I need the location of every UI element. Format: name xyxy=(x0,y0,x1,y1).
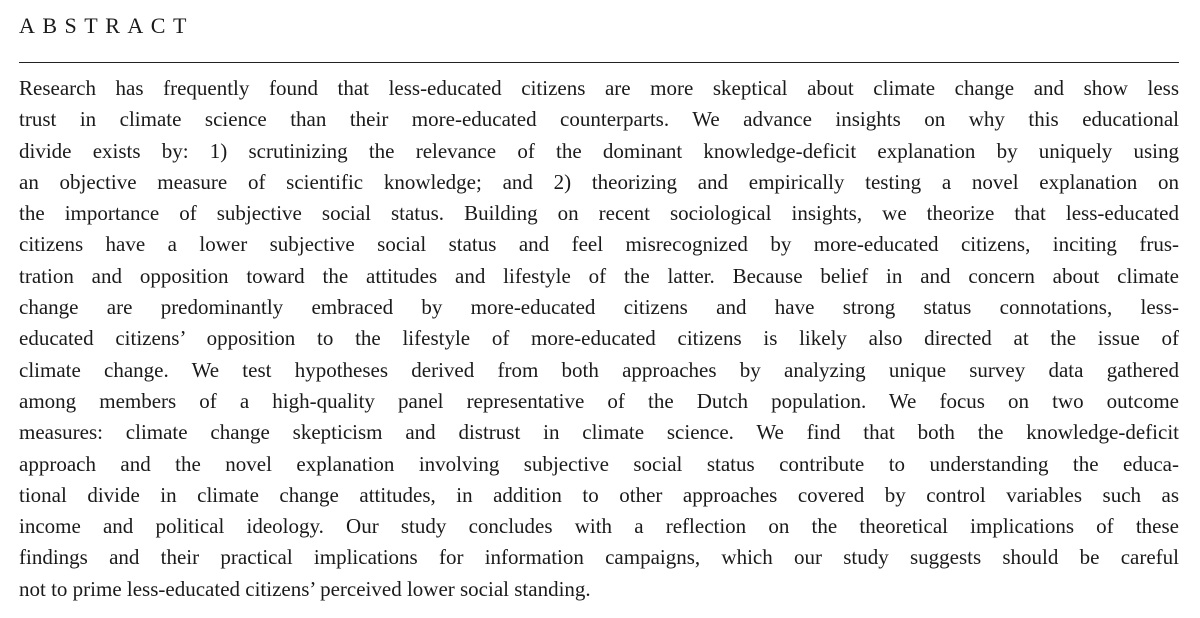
abstract-line: income and political ideology. Our study concludes with a reflection on the theoretical implications of these xyxy=(19,514,1179,539)
abstract-line: approach and the novel explanation involving subjective social status contribute to understanding the educa- xyxy=(19,451,1179,476)
heading-divider xyxy=(19,62,1179,63)
abstract-line: findings and their practical implications for information campaigns, which our study suggests should be careful xyxy=(19,545,1179,570)
abstract-line: citizens have a lower subjective social status and feel misrecognized by more-educated citizens, inciting frus- xyxy=(19,232,1179,257)
abstract-line: the importance of subjective social status. Building on recent sociological insights, we theorize that less-educated xyxy=(19,201,1179,226)
abstract-line: trust in climate science than their more-educated counterparts. We advance insights on why this educational xyxy=(19,107,1179,132)
abstract-body xyxy=(19,73,1179,605)
abstract-heading: ABSTRACT xyxy=(19,13,194,38)
abstract-line: educated citizens’ opposition to the lifestyle of more-educated citizens is likely also directed at the issue of xyxy=(19,326,1179,351)
abstract-line: not to prime less-educated citizens’ perceived lower social standing. xyxy=(19,576,591,601)
abstract-line: change are predominantly embraced by more-educated citizens and have strong status connotations, less- xyxy=(19,295,1179,320)
abstract-line: divide exists by: 1) scrutinizing the relevance of the dominant knowledge-deficit explanation by uniquely using xyxy=(19,138,1179,163)
abstract-line: Research has frequently found that less-educated citizens are more skeptical about climate change and show less xyxy=(19,76,1179,100)
abstract-line: tration and opposition toward the attitudes and lifestyle of the latter. Because belief in and concern about climate xyxy=(19,263,1179,288)
abstract-line: measures: climate change skepticism and distrust in climate science. We find that both the knowledge-deficit xyxy=(19,420,1179,445)
abstract-line: an objective measure of scientific knowledge; and 2) theorizing and empirically testing a novel explanation on xyxy=(19,169,1179,194)
abstract-line: tional divide in climate change attitudes, in addition to other approaches covered by control variables such as xyxy=(19,482,1179,507)
abstract-line: among members of a high-quality panel representative of the Dutch population. We focus on two outcome xyxy=(19,388,1179,413)
abstract-line: climate change. We test hypotheses derived from both approaches by analyzing unique survey data gathered xyxy=(19,357,1179,382)
